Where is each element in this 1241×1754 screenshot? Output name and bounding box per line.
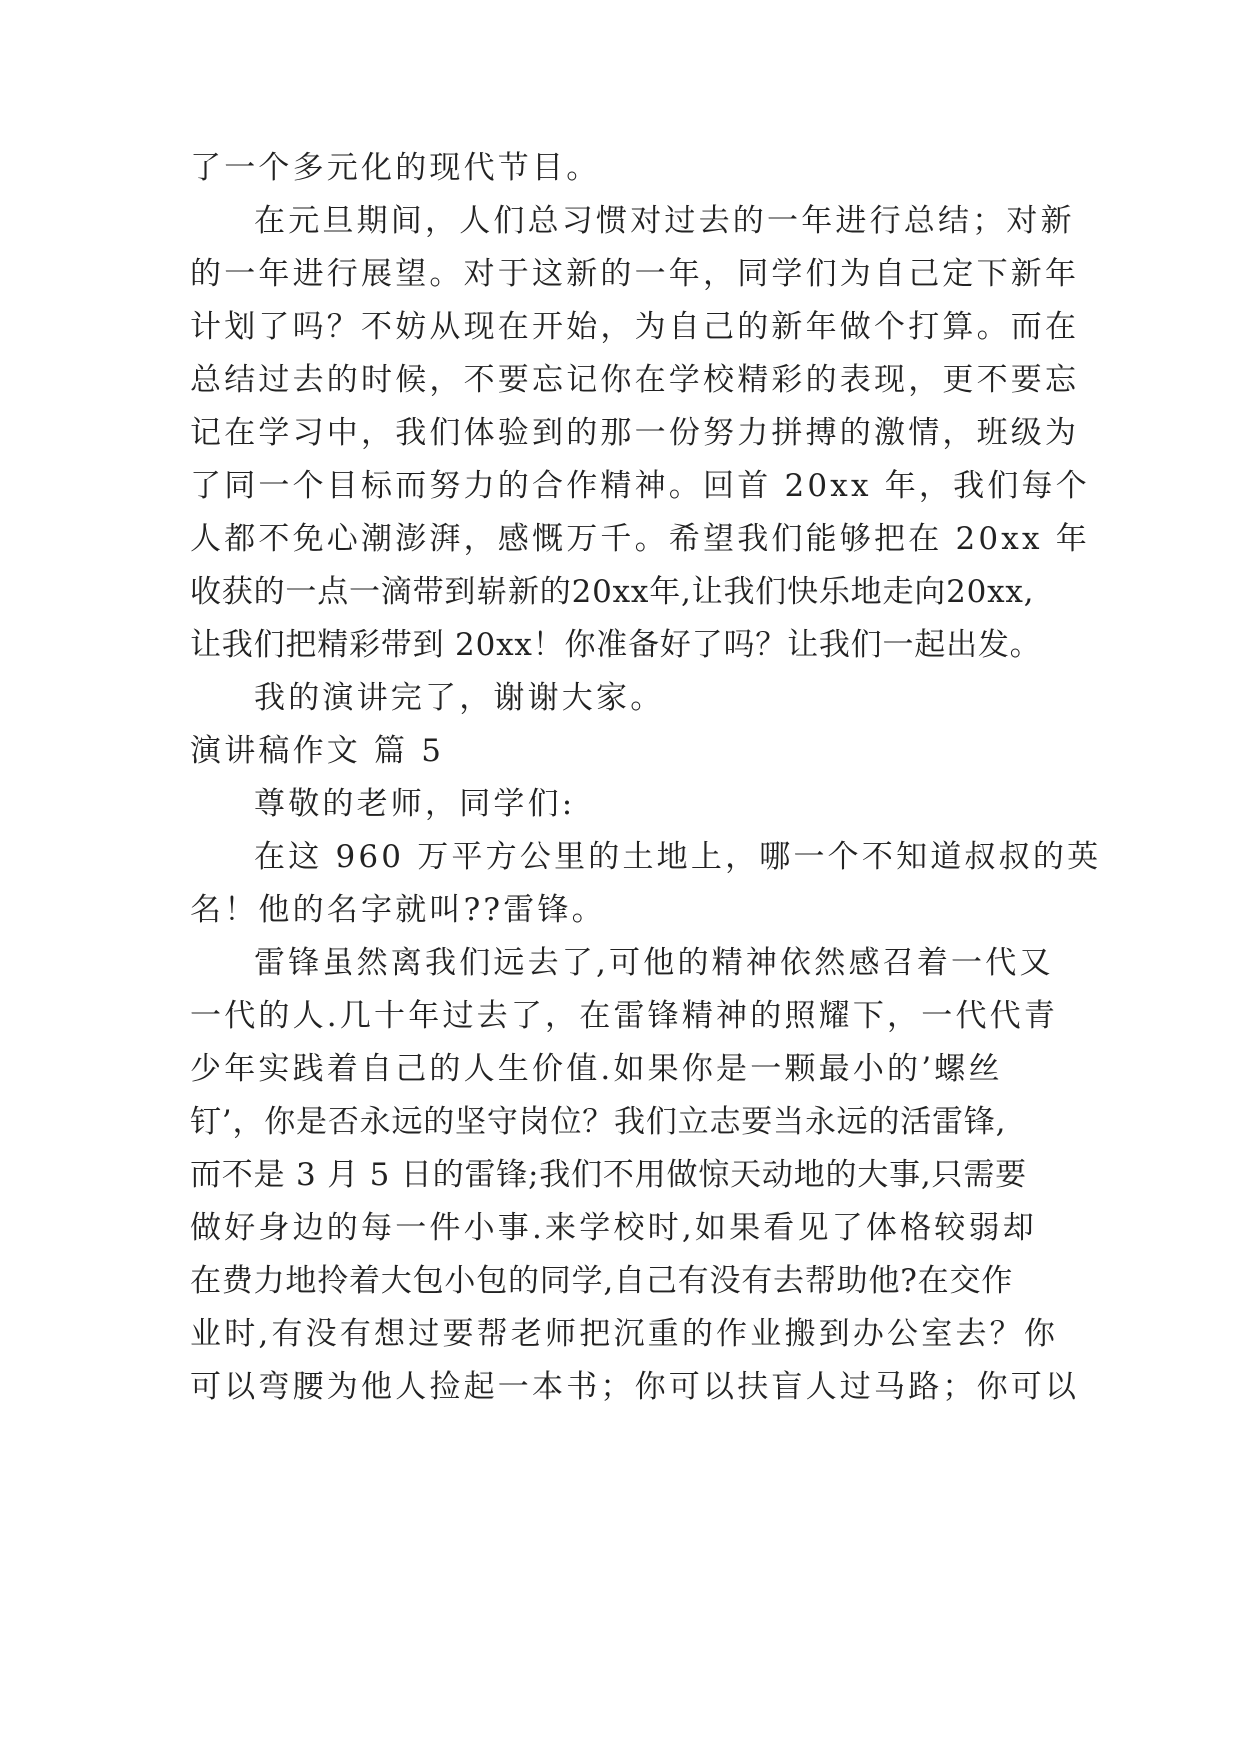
text-line: 雷锋虽然离我们远去了,可他的精神依然感召着一代又 — [254, 945, 1054, 981]
text-line: 业时,有没有想过要帮老师把沉重的作业搬到办公室去？你 — [190, 1316, 1059, 1352]
text-line: 钉’，你是否永远的坚守岗位？我们立志要当永远的活雷锋, — [190, 1104, 1007, 1140]
text-line: 了一个多元化的现代节目。 — [190, 150, 601, 186]
text-line: 可以弯腰为他人捡起一本书；你可以扶盲人过马路；你可以 — [190, 1369, 1080, 1405]
text-line: 收获的一点一滴带到崭新的20xx年,让我们快乐地走向20xx, — [190, 574, 1035, 610]
text-line: 我的演讲完了，谢谢大家。 — [254, 680, 665, 716]
text-line: 让我们把精彩带到 20xx！你准备好了吗？让我们一起出发。 — [190, 627, 1042, 663]
text-line: 总结过去的时候，不要忘记你在学校精彩的表现，更不要忘 — [190, 362, 1080, 398]
text-line: 做好身边的每一件小事.来学校时,如果看见了体格较弱却 — [190, 1210, 1037, 1246]
text-line: 名！他的名字就叫??雷锋。 — [190, 892, 606, 928]
text-line: 在这 960 万平方公里的土地上，哪一个不知道叔叔的英 — [254, 839, 1102, 875]
text-line: 一代的人.几十年过去了，在雷锋精神的照耀下，一代代青 — [190, 998, 1059, 1034]
text-line: 少年实践着自己的人生价值.如果你是一颗最小的’螺丝 — [190, 1051, 1003, 1087]
text-line: 人都不免心潮澎湃，感慨万千。希望我们能够把在 20xx 年 — [190, 521, 1090, 557]
salutation: 尊敬的老师，同学们: — [254, 786, 576, 822]
text-line: 了同一个目标而努力的合作精神。回首 20xx 年，我们每个 — [190, 468, 1090, 504]
text-line: 的一年进行展望。对于这新的一年，同学们为自己定下新年 — [190, 256, 1080, 292]
text-line: 在费力地拎着大包小包的同学,自己有没有去帮助他?在交作 — [190, 1263, 1014, 1299]
section-heading: 演讲稿作文 篇 5 — [190, 733, 445, 769]
text-line: 而不是 3 月 5 日的雷锋;我们不用做惊天动地的大事,只需要 — [190, 1157, 1027, 1193]
text-line: 在元旦期间，人们总习惯对过去的一年进行总结；对新 — [254, 203, 1075, 239]
text-line: 记在学习中，我们体验到的那一份努力拼搏的激情，班级为 — [190, 415, 1080, 451]
text-line: 计划了吗？不妨从现在开始，为自己的新年做个打算。而在 — [190, 309, 1080, 345]
